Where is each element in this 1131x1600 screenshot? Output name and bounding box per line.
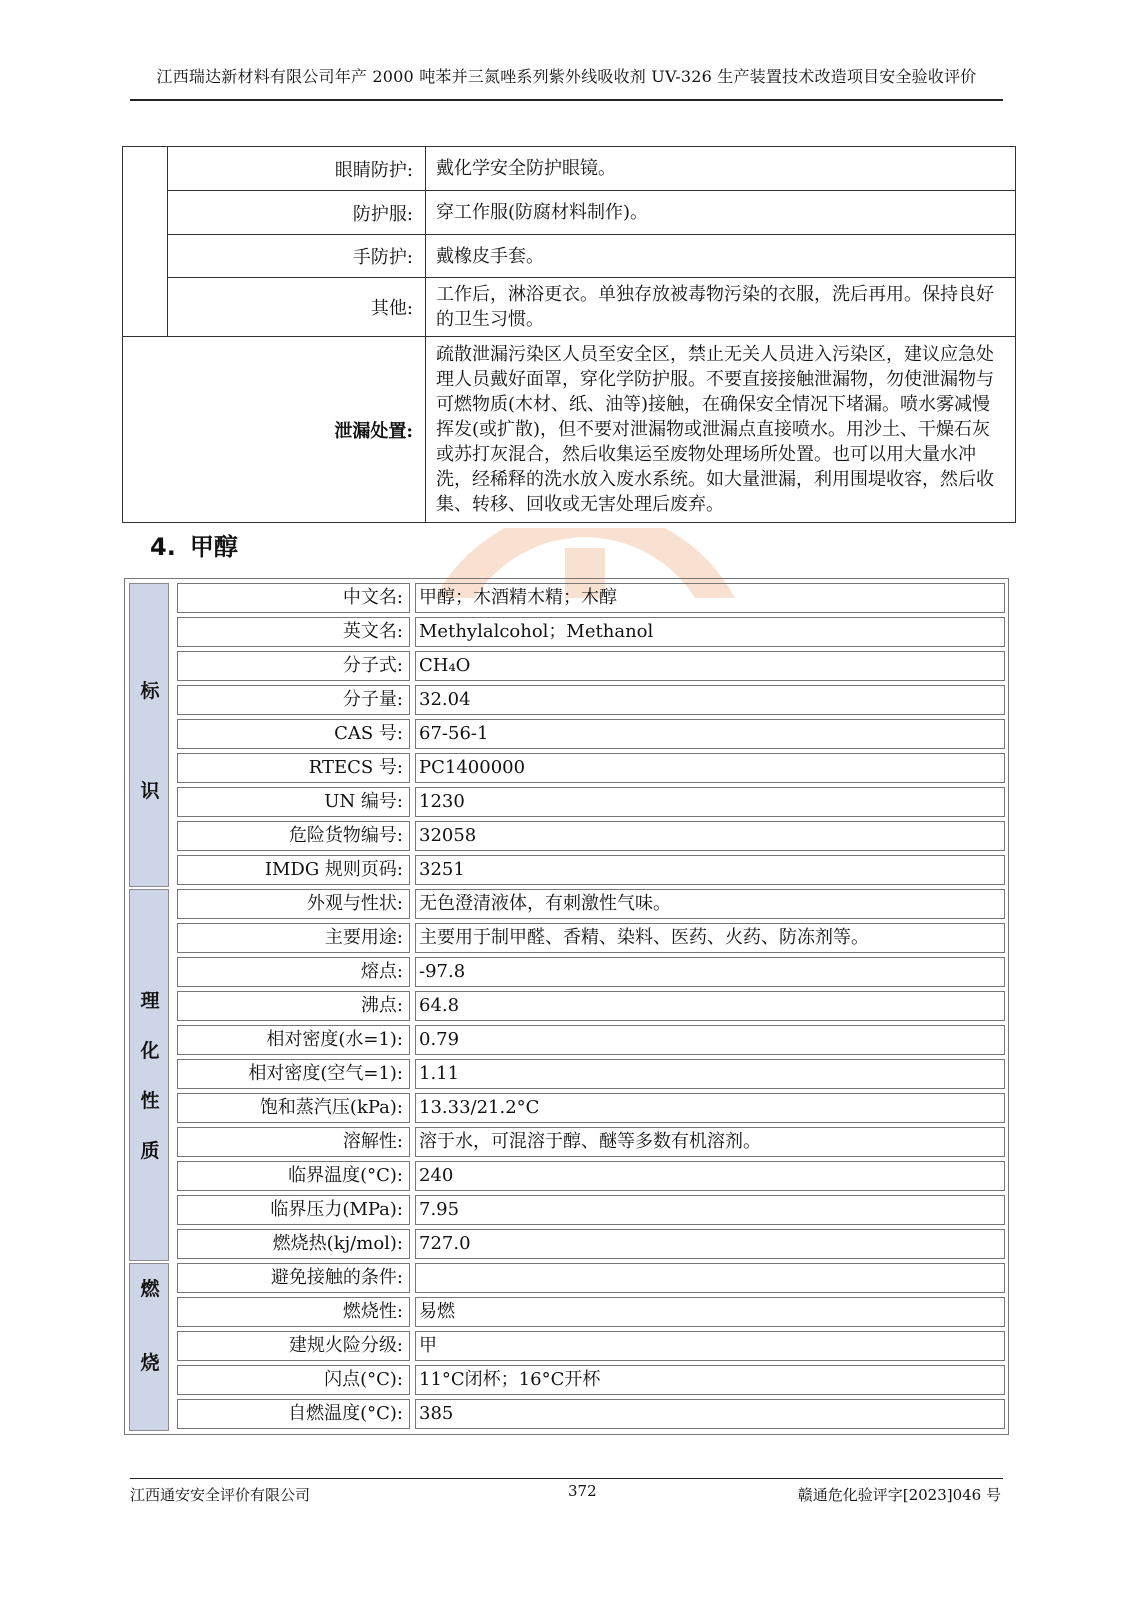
methanol-table	[124, 578, 1009, 1435]
row-value: 易燃	[415, 1297, 1005, 1327]
row-label: RTECS 号:	[177, 753, 410, 783]
row-label: 自燃温度(°C):	[177, 1399, 410, 1429]
table-row	[123, 337, 1016, 523]
row-value: 0.79	[415, 1025, 1005, 1055]
section-name: 甲醇	[189, 533, 238, 561]
row-label: UN 编号:	[177, 787, 410, 817]
row-label: 相对密度(空气=1):	[177, 1059, 410, 1089]
row-label: 熔点:	[177, 957, 410, 987]
section-number: 4.	[150, 533, 176, 561]
row-value: 32058	[415, 821, 1005, 851]
row-label: 其他:	[168, 278, 426, 337]
row-label: 危险货物编号:	[177, 821, 410, 851]
row-value: 240	[415, 1161, 1005, 1191]
row-value: 甲醇；木酒精木精；木醇	[415, 583, 1005, 613]
row-label: 饱和蒸汽压(kPa):	[177, 1093, 410, 1123]
row-value: 戴橡皮手套。	[426, 235, 1016, 278]
table-row	[123, 235, 1016, 278]
row-label: 眼睛防护:	[168, 147, 426, 191]
table-row	[123, 191, 1016, 235]
footer-rule	[130, 1478, 1003, 1479]
row-value: 7.95	[415, 1195, 1005, 1225]
row-value: 13.33/21.2°C	[415, 1093, 1005, 1123]
row-label: IMDG 规则页码:	[177, 855, 410, 885]
row-label: 英文名:	[177, 617, 410, 647]
row-value: 无色澄清液体，有刺激性气味。	[415, 889, 1005, 919]
row-label: 燃烧热(kj/mol):	[177, 1229, 410, 1259]
section-title	[150, 527, 238, 562]
group-char: 化	[140, 1040, 160, 1062]
header-title: 江西瑞达新材料有限公司年产 2000 吨苯并三氮唑系列紫外线吸收剂 UV-326 生产装置技术改造项目安全验收评价	[156, 67, 977, 86]
row-value: PC1400000	[415, 753, 1005, 783]
page-number: 372	[568, 1482, 597, 1500]
row-value: Methylalcohol；Methanol	[415, 617, 1005, 647]
row-label: 临界压力(MPa):	[177, 1195, 410, 1225]
group-cell-combustion	[129, 1263, 169, 1431]
row-value: 穿工作服(防腐材料制作)。	[426, 191, 1016, 235]
group-char: 性	[140, 1090, 160, 1112]
group-cell	[123, 147, 168, 337]
row-value: -97.8	[415, 957, 1005, 987]
row-label: 中文名:	[177, 583, 410, 613]
row-value: 1.11	[415, 1059, 1005, 1089]
group-char: 识	[140, 780, 160, 802]
footer-company: 江西通安安全评价有限公司	[130, 1486, 311, 1504]
row-label: 主要用途:	[177, 923, 410, 953]
group-char: 标	[140, 680, 160, 702]
row-label: 外观与性状:	[177, 889, 410, 919]
row-label: 避免接触的条件:	[177, 1263, 410, 1293]
row-value: 戴化学安全防护眼镜。	[426, 147, 1016, 191]
row-value: 64.8	[415, 991, 1005, 1021]
group-char: 质	[140, 1140, 160, 1162]
row-label: 沸点:	[177, 991, 410, 1021]
row-value	[415, 1263, 1005, 1293]
row-value: 11°C闭杯；16°C开杯	[415, 1365, 1005, 1395]
leak-value: 疏散泄漏污染区人员至安全区，禁止无关人员进入污染区，建议应急处理人员戴好面罩，穿化学防护服。不要直接接触泄漏物，勿使泄漏物与可燃物质(木材、纸、油等)接触，在确保安全情况下堵漏。喷水雾减慢挥发(或扩散)，但不要对泄漏物或泄漏点直接喷水。用沙土、干燥石灰或苏打灰混合，然后收集运至废物处理场所处置。也可以用大量水冲洗，经稀释的洗水放入废水系统。如大量泄漏，利用围堤收容，然后收集、转移、回收或无害处理后废弃。	[426, 337, 1016, 523]
row-label: 手防护:	[168, 235, 426, 278]
row-label: 相对密度(水=1):	[177, 1025, 410, 1055]
row-label: CAS 号:	[177, 719, 410, 749]
row-value: CH₄O	[415, 651, 1005, 681]
row-label: 临界温度(°C):	[177, 1161, 410, 1191]
row-label: 燃烧性:	[177, 1297, 410, 1327]
row-label: 分子式:	[177, 651, 410, 681]
row-label: 防护服:	[168, 191, 426, 235]
row-value: 甲	[415, 1331, 1005, 1361]
group-cell-identification	[129, 583, 169, 887]
table-row	[123, 278, 1016, 337]
row-value: 385	[415, 1399, 1005, 1429]
protection-table	[122, 146, 1016, 523]
row-label: 闪点(°C):	[177, 1365, 410, 1395]
table-row	[123, 147, 1016, 191]
row-value: 67-56-1	[415, 719, 1005, 749]
footer-doc-number: 赣通危化验评字[2023]046 号	[797, 1486, 1001, 1504]
row-value: 主要用于制甲醛、香精、染料、医药、火药、防冻剂等。	[415, 923, 1005, 953]
row-value: 727.0	[415, 1229, 1005, 1259]
group-char: 理	[140, 990, 160, 1012]
row-label: 溶解性:	[177, 1127, 410, 1157]
row-value: 工作后，淋浴更衣。单独存放被毒物污染的衣服，洗后再用。保持良好的卫生习惯。	[426, 278, 1016, 337]
group-char: 燃	[140, 1278, 160, 1300]
group-cell-physchem	[129, 889, 169, 1261]
row-value: 32.04	[415, 685, 1005, 715]
row-label: 建规火险分级:	[177, 1331, 410, 1361]
group-char: 烧	[140, 1352, 160, 1374]
row-label: 分子量:	[177, 685, 410, 715]
leak-label: 泄漏处置:	[123, 337, 426, 523]
header-rule	[130, 99, 1003, 101]
row-value: 溶于水，可混溶于醇、醚等多数有机溶剂。	[415, 1127, 1005, 1157]
row-value: 3251	[415, 855, 1005, 885]
row-value: 1230	[415, 787, 1005, 817]
